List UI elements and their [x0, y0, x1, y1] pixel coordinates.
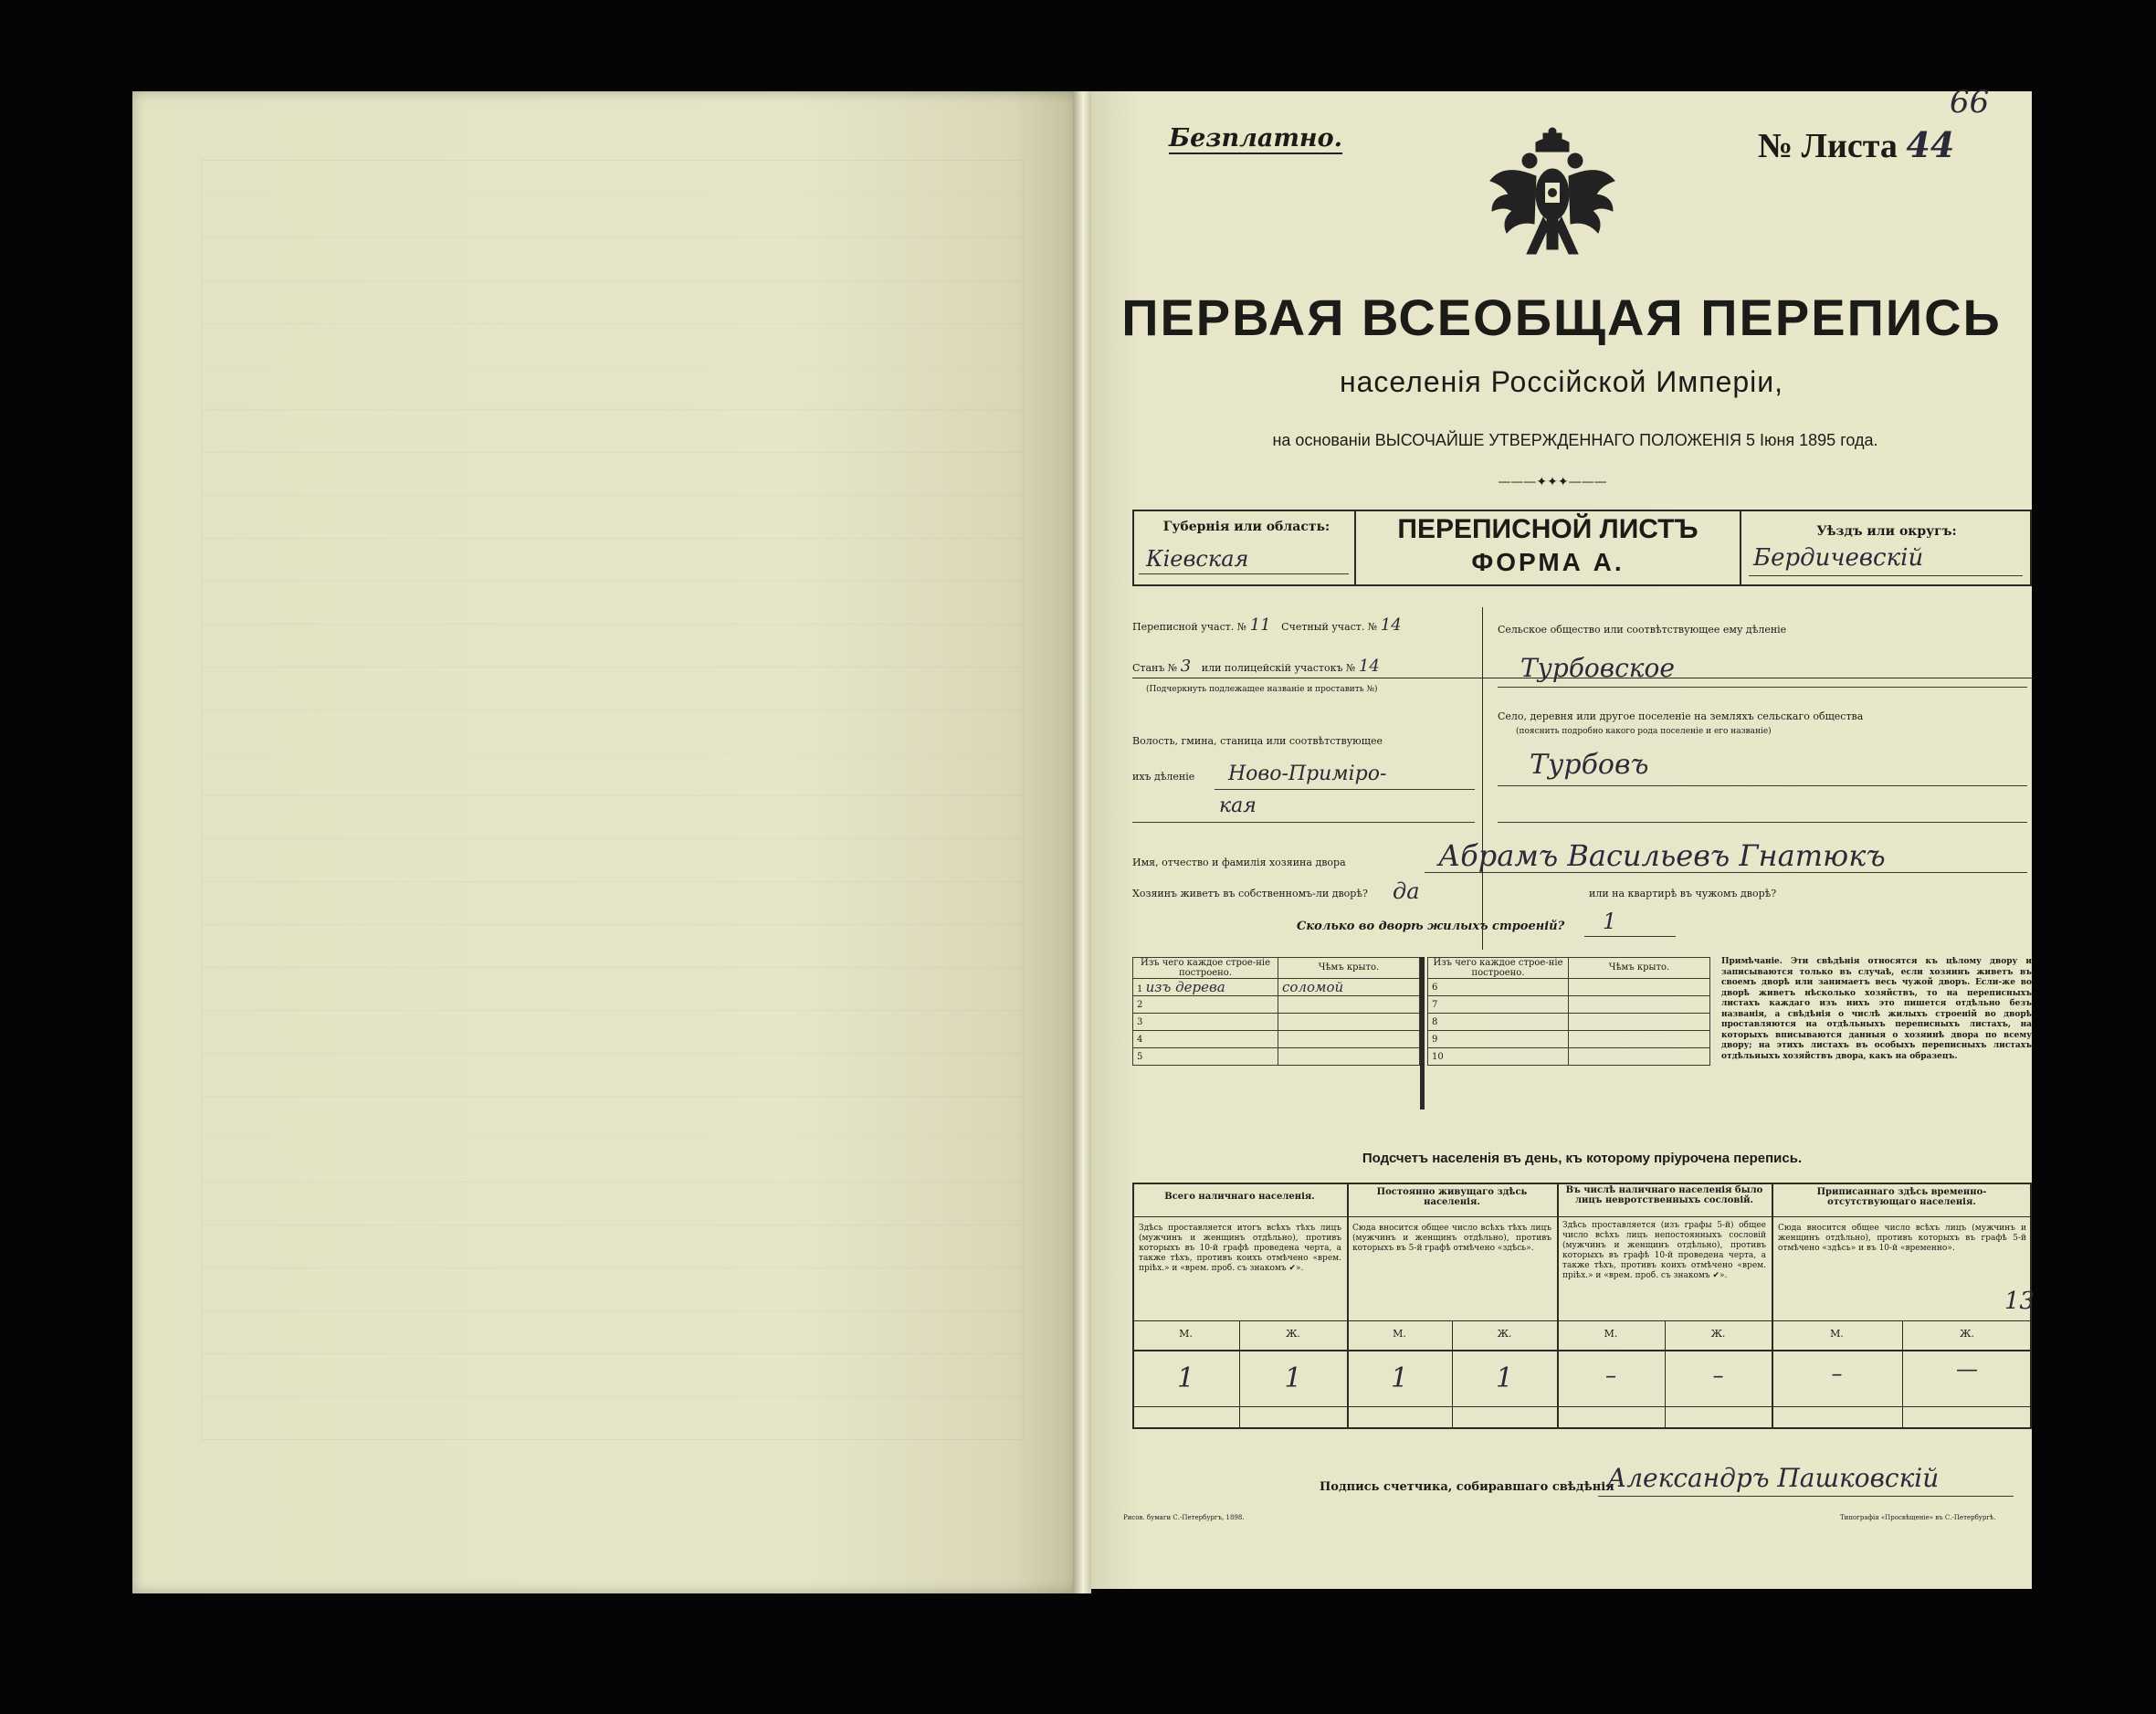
count-section-value: 14 [1380, 615, 1402, 635]
volost-value-line2: кая [1219, 794, 1257, 817]
table-header-row [1133, 958, 1420, 979]
row-number: 7 [1428, 996, 1569, 1014]
male-header: М. [1830, 1328, 1844, 1340]
table-row [1428, 1048, 1710, 1066]
district-value: Бердичевскій [1753, 544, 1924, 572]
volost-value-line1: Ново-Приміро- [1228, 762, 1387, 785]
lives-label: Хозяинъ живетъ въ собственномъ-ли дворѣ? [1132, 888, 1368, 899]
table-divider [1420, 957, 1425, 1109]
table-row [1428, 996, 1710, 1014]
province-value: Кіевская [1146, 546, 1249, 572]
printer-imprint-left: Рисов. бумаги С.-Петербургъ, 1898. [1123, 1514, 1245, 1521]
table-header-row [1428, 958, 1710, 979]
census-title: ПЕРВАЯ ВСЕОБЩАЯ ПЕРЕПИСЬ [1121, 289, 2002, 346]
underline [1498, 822, 2027, 823]
row-number: 1 [1137, 984, 1143, 994]
divider [1740, 510, 1741, 586]
row-number: 3 [1133, 1014, 1278, 1031]
table-row [1133, 979, 1420, 996]
row-number: 5 [1133, 1048, 1278, 1066]
bleed-through-ghost [201, 160, 1025, 1440]
male-header: М. [1604, 1328, 1618, 1340]
village-label: Село, деревня или другое поселеніе на земляхъ сельскаго общества [1498, 710, 1864, 722]
village-value: Турбовъ [1530, 749, 1649, 781]
row-number: 8 [1428, 1014, 1569, 1031]
printer-imprint-right: Типографія «Просвѣщеніе» въ С.-Петербургѣ. [1840, 1514, 1996, 1521]
summary-value: 1 [1495, 1362, 1514, 1394]
summary-col1-header: Всего наличнаго населенія. [1164, 1192, 1315, 1202]
legal-basis-line: на основаніи ВЫСОЧАЙШЕ УТВЕРЖДЕННАГО ПОЛОЖЕНІЯ 5 Іюня 1895 года. [1272, 431, 1878, 449]
table-row [1133, 1031, 1420, 1048]
underline [1498, 785, 2027, 786]
table-row [1428, 979, 1710, 996]
sheet-number-value: 44 [1906, 124, 1955, 165]
underline [1498, 687, 2027, 688]
row-divider [1132, 1216, 2032, 1217]
archive-folio-number: 66 [1950, 84, 1990, 121]
underline [1584, 936, 1676, 937]
underline [1749, 575, 2023, 576]
table-row [1133, 996, 1420, 1014]
table-row [1133, 1048, 1420, 1066]
stan-label: Станъ № [1132, 662, 1178, 674]
book-gutter [1073, 91, 1091, 1593]
female-header: Ж. [1286, 1328, 1300, 1340]
table-row [1428, 1031, 1710, 1048]
buildings-table-right [1427, 957, 1710, 1066]
lives-value: да [1393, 878, 1420, 904]
sheet-number [1758, 124, 1954, 166]
row-number: 6 [1428, 979, 1569, 996]
summary-col3-header: Въ числѣ наличнаго населенія было лицъ невротственныхъ сословій. [1565, 1185, 1763, 1205]
rent-label: или на квартирѣ въ чужомъ дворѣ? [1589, 888, 1777, 899]
summary-title: Подсчетъ населенія въ день, къ которому пріурочена перепись. [1362, 1151, 1803, 1166]
free-label: Безплатно. [1169, 124, 1343, 152]
summary-value: 1 [1284, 1362, 1302, 1394]
signature-label: Подпись счетчика, собиравшаго свѣдѣнія [1320, 1480, 1614, 1494]
signature-value: Александръ Пашковскій [1607, 1463, 1940, 1493]
count-section-label: Счетный участ. № [1281, 621, 1378, 633]
police-label: или полицейскій участокъ № [1201, 662, 1356, 674]
female-header: Ж. [1960, 1328, 1974, 1340]
male-header: М. [1179, 1328, 1193, 1340]
summary-value: 1 [1176, 1362, 1195, 1394]
summary-value: — [1956, 1356, 1978, 1382]
col-material-header: Изъ чего каждое строе-ніе построено. [1428, 958, 1569, 979]
col-divider [1772, 1183, 1773, 1429]
stan-value: 3 [1180, 657, 1192, 676]
col-roof-header: Чѣмъ крыто. [1278, 958, 1420, 979]
underline [1215, 789, 1475, 790]
province-label: Губернія или область: [1162, 520, 1330, 534]
col-material-header: Изъ чего каждое строе-ніе построено. [1133, 958, 1278, 979]
census-subtitle: населенія Россійской Имперіи, [1339, 365, 1784, 398]
police-value: 14 [1358, 657, 1380, 676]
village-note: (пояснить подробно какого рода поселеніе и его названіе) [1516, 727, 1772, 736]
summary-col4-desc: Сюда вносится общее число всѣхъ лицъ (мужчинъ и женщинъ отдѣльно), противъ которыхъ въ графѣ 5-й отмѣчено «здѣсь» и въ 10-й «временно». [1778, 1224, 2026, 1253]
row-number: 9 [1428, 1031, 1569, 1048]
sheet-number-label: № Листа [1758, 127, 1898, 165]
buildings-value: 1 [1603, 909, 1617, 934]
form-title: ПЕРЕПИСНОЙ ЛИСТЪ [1397, 514, 1699, 544]
stan-field [1132, 657, 1380, 676]
imperial-eagle-emblem [1488, 126, 1616, 272]
female-header: Ж. [1497, 1328, 1512, 1340]
summary-value: – [1712, 1362, 1724, 1388]
row-divider [1132, 1406, 2032, 1407]
owner-value: Абрамъ Васильевъ Гнатюкъ [1438, 838, 1886, 873]
material-value: изъ дерева [1145, 979, 1225, 995]
underline [1598, 1496, 2014, 1497]
table-row [1428, 1014, 1710, 1031]
buildings-table-left [1132, 957, 1420, 1066]
row-number: 2 [1133, 996, 1278, 1014]
buildings-note: Примѣчаніе. Эти свѣдѣнія относятся къ цѣлому двору и записываются только въ случаѣ, если хозяинъ живетъ въ своемъ дворѣ или занимаетъ весь чужой дворъ. Если-же во дворѣ живетъ нѣсколько хозяйствъ, то на переписныхъ листахъ каждаго изъ нихъ это пишется отдѣльно безъ названія, а свѣдѣнія о числѣ жилыхъ строеній во дворѣ проставляются на отдѣльныхъ переписныхъ листахъ, на которыхъ вписываются данныя о хозяинѣ двора по всему двору; на этихъ листахъ въ особыхъ переписныхъ листахъ отдѣльныхъ хозяйствъ двора, какъ на образецъ. [1721, 957, 2032, 1061]
summary-col2-desc: Сюда вносится общее число всѣхъ тѣхъ лицъ (мужчинъ и женщинъ отдѣльно), противъ которыхъ въ 5-й графѣ отмѣчено «здѣсь». [1352, 1224, 1551, 1253]
summary-value: – [1605, 1362, 1616, 1388]
underline [1425, 872, 2027, 873]
male-header: М. [1393, 1328, 1406, 1340]
census-form-page [1091, 84, 2035, 1589]
summary-value: 1 [1390, 1362, 1409, 1394]
buildings-label: Сколько во дворѣ жилыхъ строеній? [1297, 920, 1565, 933]
ornament-divider: ———✦✦✦——— [1498, 475, 1607, 489]
col-roof-header: Чѣмъ крыто. [1569, 958, 1710, 979]
row-divider [1132, 1350, 2032, 1351]
society-value: Турбовское [1520, 653, 1675, 683]
underline [1132, 822, 1475, 823]
column-divider [1482, 607, 1483, 950]
summary-col3-desc: Здѣсь проставляется (изъ графы 5-й) общее число всѣхъ лицъ непостоянныхъ сословій (мужчинъ и женщинъ отдѣльно), противъ которыхъ въ графѣ 10-й проведена черта, а также тѣхъ, противъ коихъ отмѣчено «врем. пріѣх.» и «врем. проб. съ знакомъ ✔». [1562, 1221, 1766, 1280]
form-subtitle: ФОРМА А. [1471, 548, 1625, 576]
roof-value: соломой [1278, 979, 1420, 996]
district-label: Уѣздъ или округъ: [1816, 524, 1957, 539]
female-header: Ж. [1710, 1328, 1726, 1340]
table-row [1133, 1014, 1420, 1031]
row-number: 4 [1133, 1031, 1278, 1048]
census-section-label: Переписной участ. № [1132, 621, 1247, 633]
summary-col2-header: Постоянно живущаго здѣсь населенія. [1376, 1187, 1528, 1207]
summary-col1-desc: Здѣсь проставляется итогъ всѣхъ тѣхъ лицъ (мужчинъ и женщинъ отдѣльно), противъ которыхъ въ 10-й графѣ проведена черта, а также тѣхъ, противъ коихъ отмѣчено «врем. пріѣх.» и «врем. проб. съ знакомъ ✔». [1139, 1224, 1341, 1273]
row-number: 10 [1428, 1048, 1569, 1066]
volost-label-line1: Волость, гмина, станица или соотвѣтствующее [1132, 735, 1383, 747]
left-blank-page [132, 91, 1078, 1593]
owner-label: Имя, отчество и фамилія хозяина двора [1132, 857, 1346, 868]
society-label: Сельское общество или соотвѣтствующее ему дѣленіе [1498, 624, 1787, 636]
row-divider [1132, 1320, 2032, 1321]
volost-label-line2: ихъ дѣленіе [1132, 771, 1195, 783]
underline-note: (Подчеркнуть подлежащее названіе и проставить №) [1146, 685, 1378, 694]
summary-col4-header: Приписаннаго здѣсь временно-отсутствующаго населенія. [1816, 1187, 1987, 1207]
census-section-value: 11 [1249, 615, 1271, 635]
census-section-field [1132, 615, 1402, 635]
margin-mark: 13 [2004, 1288, 2035, 1315]
underline [1139, 573, 1349, 574]
summary-value: – [1831, 1361, 1843, 1386]
col-divider [1557, 1183, 1559, 1429]
